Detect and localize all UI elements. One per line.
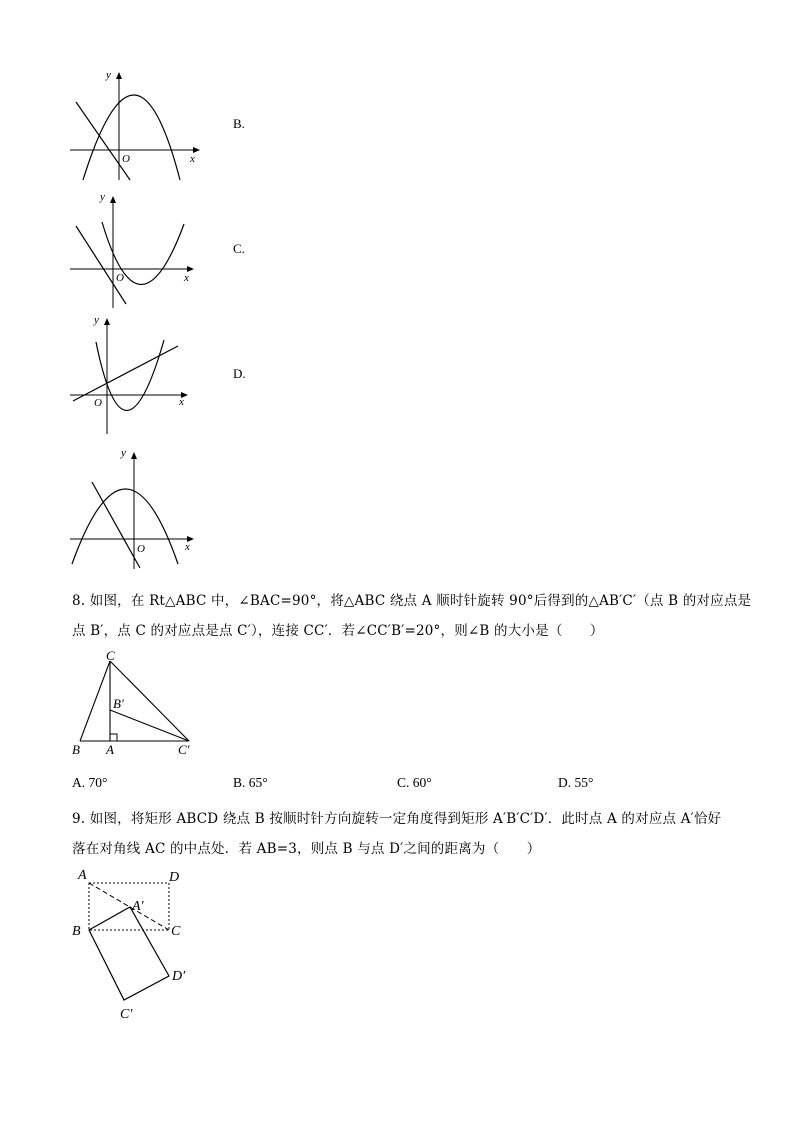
graph-option-b — [66, 64, 206, 184]
option-b-letter: B. — [233, 116, 245, 131]
origin-label: O — [94, 397, 102, 409]
x-axis-label: x — [179, 396, 184, 408]
graph-option-d — [66, 310, 206, 435]
label-b-prime: B′ — [113, 696, 124, 711]
x-axis-label: x — [185, 541, 190, 553]
x-axis-label: x — [190, 153, 195, 165]
label-a: A — [106, 742, 114, 757]
q8-choice-b[interactable]: B. 65° — [233, 775, 268, 790]
origin-label: O — [116, 272, 124, 284]
q8-choice-a[interactable]: A. 70° — [72, 775, 108, 790]
label-b: B — [72, 742, 80, 757]
y-axis-label: y — [121, 447, 126, 459]
option-d-letter: D. — [233, 366, 246, 381]
y-axis-label: y — [94, 314, 99, 326]
label-d: D — [169, 870, 180, 885]
origin-label: O — [122, 153, 130, 165]
label-c: C — [106, 648, 115, 663]
graph-extra — [66, 444, 206, 570]
question-9-line-2: 落在对角线 AC 的中点处．若 AB=3，则点 B 与点 D′之间的距离为（ ） — [72, 841, 541, 857]
label-d-prime: D′ — [172, 969, 186, 984]
question-8-line-2: 点 B′，点 C 的对应点是点 C′），连接 CC′．若∠CC′B′=20°，则∠B 的大小是（ ） — [72, 623, 604, 639]
question-9-line-1: 9. 如图，将矩形 ABCD 绕点 B 按顺时针方向旋转一定角度得到矩形 A′B′C′D′．此时点 A 的对应点 A′恰好 — [72, 811, 722, 827]
x-axis-label: x — [184, 272, 189, 284]
y-axis-label: y — [106, 69, 111, 81]
q8-choice-c[interactable]: C. 60° — [397, 775, 432, 790]
q8-choice-d[interactable]: D. 55° — [558, 775, 594, 790]
question-8-line-1: 8. 如图，在 Rt△ABC 中，∠BAC=90°，将△ABC 绕点 A 顺时针旋转 90°后得到的△AB′C′（点 B 的对应点是 — [72, 593, 752, 609]
origin-label: O — [137, 543, 145, 555]
label-c-prime: C′ — [120, 1007, 133, 1022]
label-a-prime: A′ — [132, 899, 144, 914]
question-8-figure — [66, 648, 206, 760]
option-c-letter: C. — [233, 241, 245, 256]
question-9-figure — [66, 862, 206, 1024]
graph-option-c — [66, 186, 206, 311]
label-b: B — [72, 924, 81, 939]
label-a: A — [78, 868, 87, 883]
y-axis-label: y — [100, 191, 105, 203]
label-c: C — [171, 924, 181, 939]
label-c-prime: C′ — [178, 742, 190, 757]
